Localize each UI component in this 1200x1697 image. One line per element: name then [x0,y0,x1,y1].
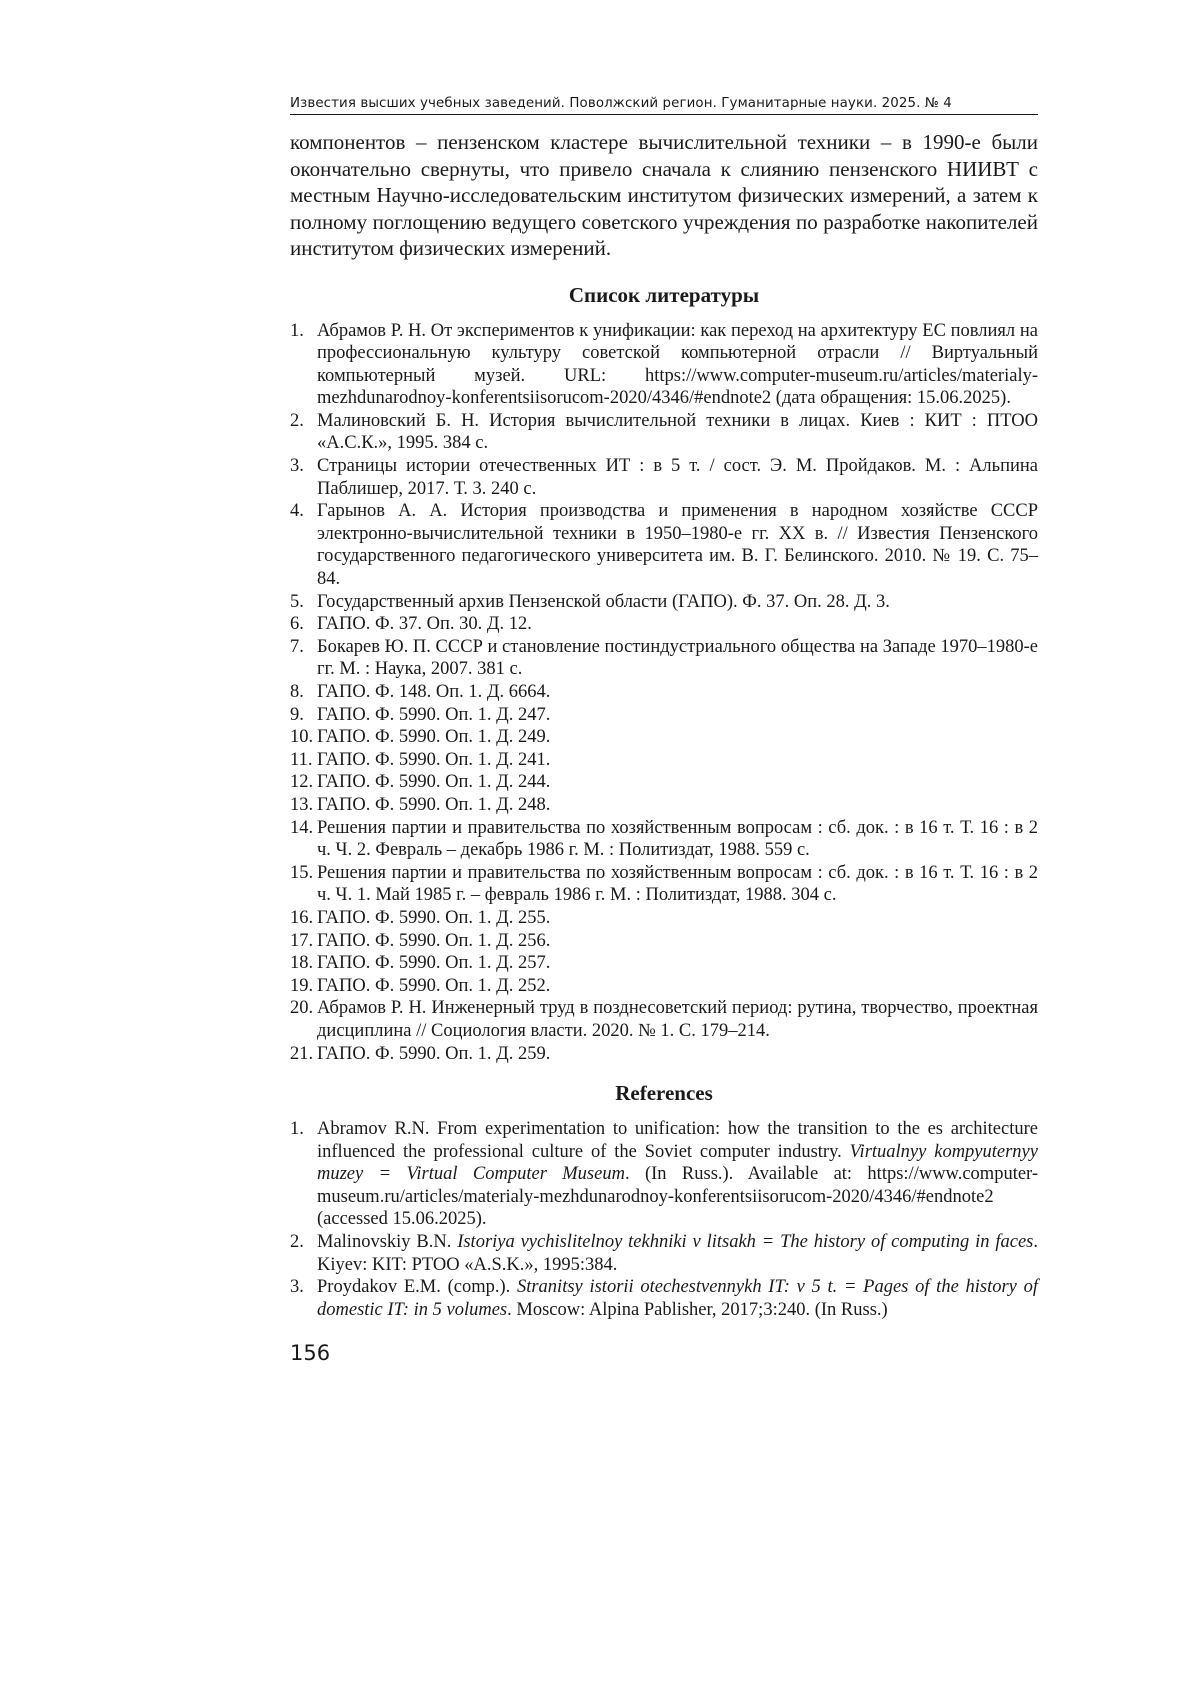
reference-source-italic: Virtualnyy kompyuternyy muzey = Virtual Computer Museum [317,1141,1038,1185]
reference-item [290,749,1038,772]
reference-item [290,500,1038,590]
reference-text: ГАПО. Ф. 5990. Оп. 1. Д. 248. [317,794,551,815]
reference-details: . (In Russ.). Available at: https://www.computer-museum.ru/articles/materialy-mezhdunarodnoy-konferentsiisorucom-2020/4346/#endnote2 (accessed 15.06.2025). [317,1164,1038,1230]
reference-number: 14. [290,817,314,838]
reference-item [290,410,1038,455]
reference-number: 1. [290,1119,304,1140]
reference-details: . Kiyev: KIT: PTOO «A.S.K.», 1995:384. [317,1232,1038,1275]
reference-text: Бокарев Ю. П. СССР и становление постиндустриального общества на Западе 1970–1980-е гг. М. : Наука, 2007. 381 с. [317,636,1038,680]
reference-number: 20. [290,998,314,1019]
reference-text: ГАПО. Ф. 5990. Оп. 1. Д. 257. [317,953,551,974]
reference-authors-title: Abramov R.N. From experimentation to unification: how the transition to the es architecture influenced the professional culture of the Soviet computer industry. [317,1119,1038,1162]
reference-item [290,1118,1038,1231]
reference-item [290,1043,1038,1066]
reference-text: Решения партии и правительства по хозяйственным вопросам : сб. док. : в 16 т. Т. 16 : в 2 ч. Ч. 1. Май 1985 г. – февраль 1986 г. М. : Политиздат, 1988. 304 с. [317,862,1038,906]
reference-number: 17. [290,930,314,951]
reference-text: Абрамов Р. Н. Инженерный труд в позднесоветский период: рутина, творчество, проектная дисциплина // Социология власти. 2020. № 1. С. 179–214. [317,998,1038,1041]
reference-number: 9. [290,704,304,725]
reference-item [290,997,1038,1042]
reference-item [290,907,1038,930]
reference-authors-title: Proydakov E.M. (comp.). [317,1277,517,1298]
reference-text [317,1118,1038,1231]
reference-number: 2. [290,1232,304,1253]
body-paragraph: компонентов – пензенском кластере вычислительной техники – в 1990-е были окончательно свернуты, что привело сначала к слиянию пензенского НИИВТ с местным Научно-исследовательским институтом физических измерений, а затем к полному поглощению ведущего советского учреждения по разработке накопителей институтом физических измерений. [290,130,1038,260]
references-ru-list [290,320,1038,1066]
reference-text: ГАПО. Ф. 5990. Оп. 1. Д. 255. [317,907,551,928]
reference-item [290,1276,1038,1321]
reference-item [290,1231,1038,1276]
reference-number: 3. [290,1277,304,1298]
reference-authors-title: Malinovskiy B.N. [317,1232,458,1253]
reference-text: ГАПО. Ф. 148. Оп. 1. Д. 6664. [317,682,551,702]
reference-number: 11. [290,749,313,770]
page-number: 156 [290,1341,331,1366]
reference-text: ГАПО. Ф. 5990. Оп. 1. Д. 247. [317,704,551,725]
reference-item [290,952,1038,975]
reference-number: 2. [290,410,304,431]
reference-source-italic: Stranitsy istorii otechestvennykh IT: v 5 t. = Pages of the history of domestic IT: in 5 volumes [317,1277,1038,1320]
reference-text: Малиновский Б. Н. История вычислительной техники в лицах. Киев : КИТ : ПТОО «А.С.К.», 1995. 384 с. [317,410,1038,454]
reference-text: Страницы истории отечественных ИТ : в 5 т. / сост. Э. М. Пройдаков. М. : Альпина Паблишер, 2017. Т. 3. 240 с. [317,456,1038,499]
reference-text: ГАПО. Ф. 5990. Оп. 1. Д. 241. [317,749,551,770]
running-header: Известия высших учебных заведений. Поволжский регион. Гуманитарные науки. 2025. № 4 [290,96,1038,115]
journal-page [290,96,1038,1365]
reference-item [290,862,1038,907]
reference-number: 15. [290,862,314,883]
reference-text: Государственный архив Пензенской области (ГАПО). Ф. 37. Оп. 28. Д. 3. [317,591,890,612]
reference-text: Решения партии и правительства по хозяйственным вопросам : сб. док. : в 16 т. Т. 16 : в 2 ч. Ч. 2. Февраль – декабрь 1986 г. М. : Политиздат, 1988. 559 с. [317,817,1038,861]
reference-text [317,1231,1038,1276]
reference-item [290,591,1038,614]
reference-number: 10. [290,727,314,748]
reference-text: ГАПО. Ф. 5990. Оп. 1. Д. 256. [317,930,551,951]
reference-number: 3. [290,456,304,477]
reference-text: Гарынов А. А. История производства и применения в народном хозяйстве СССР электронно-вычислительной техники в 1950–1980-е гг. XX в. // Известия Пензенского государственного педагогического университета им. В. Г. Белинского. 2010. № 19. С. 75–84. [317,501,1038,590]
reference-number: 16. [290,907,314,928]
references-en-title: References [615,1081,713,1106]
reference-item [290,975,1038,998]
reference-text: ГАПО. Ф. 5990. Оп. 1. Д. 249. [317,727,551,748]
references-en-list [290,1118,1038,1321]
reference-number: 1. [290,320,304,341]
reference-number: 12. [290,772,314,793]
reference-text: Абрамов Р. Н. От экспериментов к унификации: как переход на архитектуру ЕС повлиял на профессиональную культуру советской компьютерной отрасли // Виртуальный компьютерный музей. URL: https://www.computer-museum.ru/articles/materialy-mezhdunarodnoy-konferentsiisorucom-2020/4346/#endnote2 (дата обращения: 15.06.2025). [317,320,1038,409]
reference-source-italic: Istoriya vychislitelnoy tekhniki v litsakh = The history of computing in faces [457,1232,1034,1253]
reference-text: ГАПО. Ф. 5990. Оп. 1. Д. 244. [317,772,551,793]
reference-item [290,320,1038,410]
reference-text: ГАПО. Ф. 37. Оп. 30. Д. 12. [317,614,532,635]
reference-number: 5. [290,591,304,612]
reference-item [290,726,1038,749]
reference-number: 7. [290,636,304,657]
reference-item [290,794,1038,817]
reference-number: 4. [290,501,304,522]
reference-number: 19. [290,975,314,996]
reference-text [317,1276,1038,1321]
references-ru-title: Список литературы [568,282,760,307]
reference-number: 18. [290,953,314,974]
reference-item [290,930,1038,953]
reference-number: 21. [290,1043,314,1064]
reference-details: . Moscow: Alpina Pablisher, 2017;3:240. (In Russ.) [507,1299,888,1320]
reference-item [290,681,1038,704]
reference-number: 13. [290,794,314,815]
reference-item [290,636,1038,681]
reference-item [290,771,1038,794]
reference-item [290,704,1038,727]
reference-item [290,817,1038,862]
reference-number: 8. [290,682,304,702]
reference-text: ГАПО. Ф. 5990. Оп. 1. Д. 252. [317,975,551,996]
reference-number: 6. [290,614,304,635]
reference-text: ГАПО. Ф. 5990. Оп. 1. Д. 259. [317,1043,551,1064]
reference-item [290,613,1038,636]
reference-item [290,455,1038,500]
